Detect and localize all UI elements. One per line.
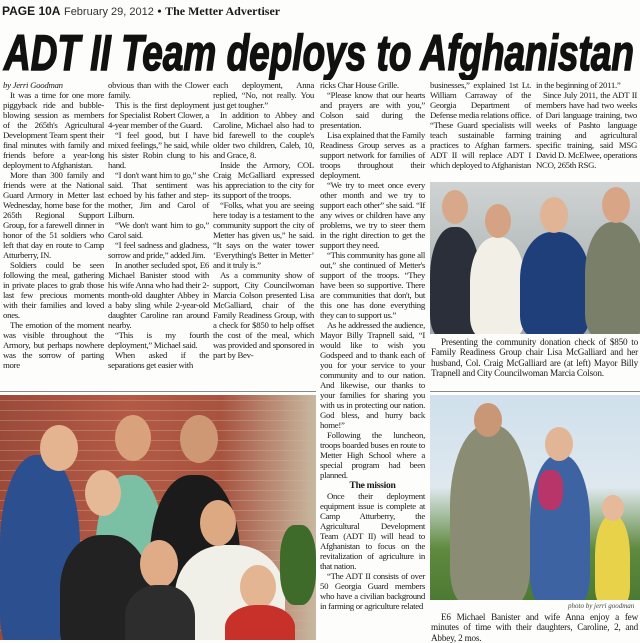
paragraph: As he addressed the audience, Mayor Billy Trapnell said, “I would like to wish you Godspeed and to thank each of you for your service to your community and to our nation. And likewise, our thanks to your families for sharing you with us in protecting our nation. God bless, and hurry back home!”	[320, 320, 425, 430]
paragraph: When asked if the separations get easier with	[108, 350, 209, 370]
paragraph: in the beginning of 2011.”	[536, 80, 621, 90]
divider	[430, 391, 640, 392]
page-number: PAGE 10A	[2, 4, 61, 18]
caption-family	[431, 612, 638, 643]
paragraph: “This is my fourth deployment,” Michael said.	[108, 330, 209, 350]
paragraph: “We don't want him to go,” Carol said.	[108, 220, 209, 240]
article-column-3	[213, 80, 314, 360]
paragraph: “I don't want him to go,” she said. That sentiment was echoed by his father and step-mother, Jim and Carol of Lilburn.	[108, 170, 209, 220]
paragraph: “This community has gone all out,” she continued of Metter's support of the troops. “They have been so supportive. There are communities that don't, but this one has done everything they can to support us.”	[320, 250, 425, 320]
divider	[0, 391, 316, 392]
paragraph: Once their deployment equipment issue is complete at Camp Atturberry, the Agricultural Development Team (ADT II) will head to Afghanistan to focus on the revitalization of agriculture in that nation.	[320, 491, 425, 571]
paragraph: Soldiers could be seen following the meal, gathering in private places to grab those last few precious moments with their families and loved ones.	[3, 260, 104, 320]
photo-credit: photo by jerri goodman	[568, 602, 635, 610]
paragraph: businesses,” explained 1st Lt. William Carraway of the Georgia Department of Defense media relations office. “These Guard specialists will teach sustainable farming practices to Afghan farmers. ADT II will replace ADT I which deployed to Afghanistan	[430, 80, 531, 170]
issue-date: February 29, 2012	[63, 6, 154, 18]
paragraph: each deployment, Anna replied, “No, not really. You just get tougher.”	[213, 80, 314, 110]
byline: by Jerri Goodman	[3, 80, 63, 90]
paragraph: More than 300 family and friends were at the National Guard Armory in Metter last Wednesday, home base for the 265th Regional Support Group, for a farewell dinner in honor of the 51 soldiers who left that day en route to Camp Atturberry, IN.	[3, 170, 104, 260]
caption-check	[431, 337, 638, 379]
paragraph: Inside the Armory, COL Craig McGalliard expressed his appreciation to the city for its support of the troops.	[213, 160, 314, 200]
headline	[2, 22, 638, 80]
paragraph: Lisa explained that the Family Readiness Group serves as a support network for families of troops throughout their deployment.	[320, 130, 426, 180]
paragraph: In addition to Abbey and Caroline, Michael also had to bid farewell to the couple's older two children, Caleb, 10, and Grace, 8.	[213, 110, 314, 160]
article-column-1	[3, 80, 104, 370]
paragraph: “I feel good, but I have mixed feelings,” he said, while his sister Robin clung to his hand.	[108, 130, 209, 170]
paragraph: As a community show of support, City Councilwoman Marcia Colson presented Lisa McGalliard, chair of the Family Readiness Group, with a check for $850 to help offset the cost of the meal, which was provided and sponsored in part by Bev-	[213, 270, 314, 360]
article-column-4	[320, 80, 425, 611]
paragraph: Following the luncheon, troops boarded buses en route to Metter High School where a special program had been planned.	[320, 430, 425, 480]
article-column-2	[108, 80, 209, 370]
paragraph: “Folks, what you are seeing here today is a testament to the community support the city of Metter has given us,” he said. “It says on the water tower ‘Everything's Better in Metter’ and it truly is.”	[213, 200, 314, 270]
subhead-mission: The mission	[349, 480, 396, 491]
paragraph: This is the first deployment for Specialist Robert Clower, a 4-year member of the Guard.	[108, 100, 209, 130]
paragraph: ricks Char House Grille.	[320, 80, 399, 90]
page-header	[2, 4, 280, 19]
separator: •	[157, 4, 162, 18]
photo-check-presentation	[430, 182, 640, 334]
paragraph: obvious than with the Clower family.	[108, 80, 209, 100]
article-column-5	[430, 80, 531, 170]
photo-soldiers-group	[0, 395, 316, 640]
article-column-6	[536, 80, 637, 170]
paragraph: The emotion of the moment was visible throughout the Armory, but perhaps nowhere was the sorrow of parting more	[3, 320, 104, 370]
paragraph: “We try to meet once every other month and we try to support each other” she said. “If any wives or children have any problems, we try to steer them in the right direction to get the support they need.	[320, 180, 425, 250]
caption-text: E6 Michael Banister and wife Anna enjoy a few minutes of time with their daughters, Caroline, 2, and Abbey, 2 mos.	[431, 612, 638, 643]
paragraph: In another secluded spot, E6 Michael Banister stood with his wife Anna who had their 2-month-old daughter Abbey in a baby sling while 2-year-old daughter Caroline ran around nearby.	[108, 260, 209, 330]
paragraph: “Please know that our hearts and prayers are with you,” Colson said during the presentation.	[320, 90, 425, 130]
photo-banister-family	[430, 395, 640, 600]
paragraph: Since July 2011, the ADT II members have had two weeks of Dari language training, two weeks of Pashto language training and agricultural specific training, said MSG David D. McElwee, operations NCO, 265th RSG.	[536, 90, 637, 170]
headline-text: ADT II Team deploys to Afghanistan	[2, 25, 635, 80]
caption-text: Presenting the community donation check of $850 to Family Readiness Group chair Lisa McGalliard and her husband, Col. Craig McGalliard are (at left) Mayor Billy Trapnell and City Councilwoman Marcia Colson.	[431, 337, 638, 379]
paragraph: “The ADT II consists of over 50 Georgia Guard members who have a civilian background in farming or agriculture related	[320, 571, 425, 611]
paragraph: It was a time for one more piggyback ride and bubble-blowing session as members of the 265th's Agricultural Development Team spent their final minutes with family and friends before a year-long deployment to Afghanistan.	[3, 90, 104, 170]
paper-name: The Metter Advertiser	[165, 4, 281, 18]
paragraph: “I feel sadness and gladness, sorrow and pride,” added Jim.	[108, 240, 209, 260]
